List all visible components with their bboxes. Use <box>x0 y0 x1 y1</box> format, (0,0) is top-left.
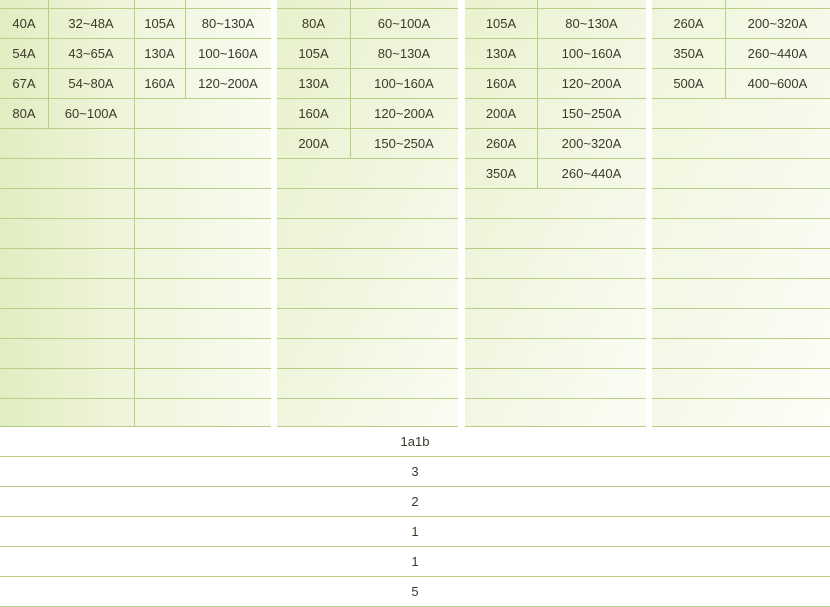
rated-current: 54A <box>12 46 36 61</box>
table-row <box>652 159 830 189</box>
table-row <box>465 249 646 279</box>
current-range: 120~200A <box>374 106 434 121</box>
rating-panel-3 <box>465 0 646 427</box>
current-range: 120~200A <box>198 76 258 91</box>
current-range: 80~130A <box>565 16 618 31</box>
rated-current: 40A <box>12 16 36 31</box>
current-range: 260~440A <box>747 46 808 61</box>
table-row <box>652 369 830 399</box>
table-row <box>277 39 458 69</box>
table-row <box>0 9 271 39</box>
rated-current: 350A <box>673 46 704 61</box>
table-row <box>465 129 646 159</box>
quantity-row: 2 <box>0 487 830 517</box>
rating-panel-4 <box>652 0 830 427</box>
table-row <box>652 397 830 427</box>
table-row <box>652 9 830 39</box>
table-row <box>277 249 458 279</box>
rated-current: 80A <box>12 106 36 121</box>
table-row <box>277 397 458 427</box>
quantity-row: 1 <box>0 517 830 547</box>
table-row <box>652 189 830 219</box>
current-range: 120~200A <box>561 76 622 91</box>
table-row <box>465 189 646 219</box>
current-range: 150~250A <box>561 106 622 121</box>
current-range: 150~250A <box>374 136 434 151</box>
table-row <box>0 397 271 427</box>
table-row <box>0 129 271 159</box>
current-range: 200~320A <box>747 16 808 31</box>
current-range: 400~600A <box>747 76 808 91</box>
table-row <box>277 0 458 9</box>
table-row <box>652 39 830 69</box>
current-range: 100~160A <box>374 76 434 91</box>
table-row <box>277 309 458 339</box>
rated-current: 260A <box>673 16 704 31</box>
table-row <box>465 39 646 69</box>
rated-current: 105A <box>144 16 175 31</box>
table-row <box>277 129 458 159</box>
table-row <box>0 69 271 99</box>
table-row <box>465 219 646 249</box>
table-row <box>465 0 646 9</box>
quantity-row: 5 <box>0 577 830 607</box>
contact-config-row: 1a1b <box>0 427 830 457</box>
rated-current: 160A <box>485 76 517 91</box>
table-row <box>0 39 271 69</box>
table-row <box>0 219 271 249</box>
rated-current: 200A <box>298 136 329 151</box>
table-row <box>465 9 646 39</box>
table-row <box>0 159 271 189</box>
rated-current: 160A <box>144 76 175 91</box>
rated-current: 350A <box>485 166 517 181</box>
table-row <box>652 279 830 309</box>
rated-current: 80A <box>301 16 326 31</box>
rated-current: 500A <box>673 76 704 91</box>
current-range: 54~80A <box>68 76 114 91</box>
table-row <box>0 309 271 339</box>
rated-current: 105A <box>485 16 517 31</box>
table-row <box>465 369 646 399</box>
table-row <box>277 219 458 249</box>
current-range: 60~100A <box>64 106 118 121</box>
table-row <box>652 249 830 279</box>
table-row <box>277 9 458 39</box>
current-range: 100~160A <box>561 46 622 61</box>
table-row <box>277 189 458 219</box>
table-row <box>465 397 646 427</box>
table-row <box>465 69 646 99</box>
rating-panel-1 <box>0 0 271 427</box>
rated-current: 105A <box>298 46 329 61</box>
table-row <box>465 279 646 309</box>
table-row <box>0 369 271 399</box>
table-row <box>277 369 458 399</box>
current-range: 200~320A <box>561 136 622 151</box>
rated-current: 200A <box>485 106 517 121</box>
current-range: 100~160A <box>198 46 258 61</box>
table-row <box>652 69 830 99</box>
table-row <box>652 0 830 9</box>
rating-panel-2 <box>277 0 458 427</box>
table-row <box>0 99 271 129</box>
table-row <box>277 279 458 309</box>
table-row <box>0 189 271 219</box>
current-range: 60~100A <box>377 16 431 31</box>
table-row <box>0 339 271 369</box>
table-row <box>0 279 271 309</box>
table-row <box>0 0 271 9</box>
rated-current: 260A <box>485 136 517 151</box>
table-row <box>465 309 646 339</box>
current-range: 80~130A <box>201 16 255 31</box>
quantity-row: 1 <box>0 547 830 577</box>
table-row <box>652 309 830 339</box>
table-row <box>0 249 271 279</box>
rated-current: 67A <box>12 76 36 91</box>
table-row <box>465 99 646 129</box>
rated-current: 130A <box>485 46 517 61</box>
current-range: 32~48A <box>68 16 114 31</box>
quantity-row: 3 <box>0 457 830 487</box>
table-row <box>465 339 646 369</box>
current-range: 260~440A <box>561 166 622 181</box>
table-row <box>652 339 830 369</box>
table-row <box>277 69 458 99</box>
rated-current: 130A <box>144 46 175 61</box>
table-row <box>277 99 458 129</box>
table-row <box>465 159 646 189</box>
table-row <box>652 129 830 159</box>
current-range: 43~65A <box>68 46 114 61</box>
table-row <box>277 159 458 189</box>
table-row <box>652 219 830 249</box>
rated-current: 130A <box>298 76 329 91</box>
rated-current: 160A <box>298 106 329 121</box>
table-row <box>652 99 830 129</box>
current-range: 80~130A <box>377 46 431 61</box>
table-row <box>277 339 458 369</box>
